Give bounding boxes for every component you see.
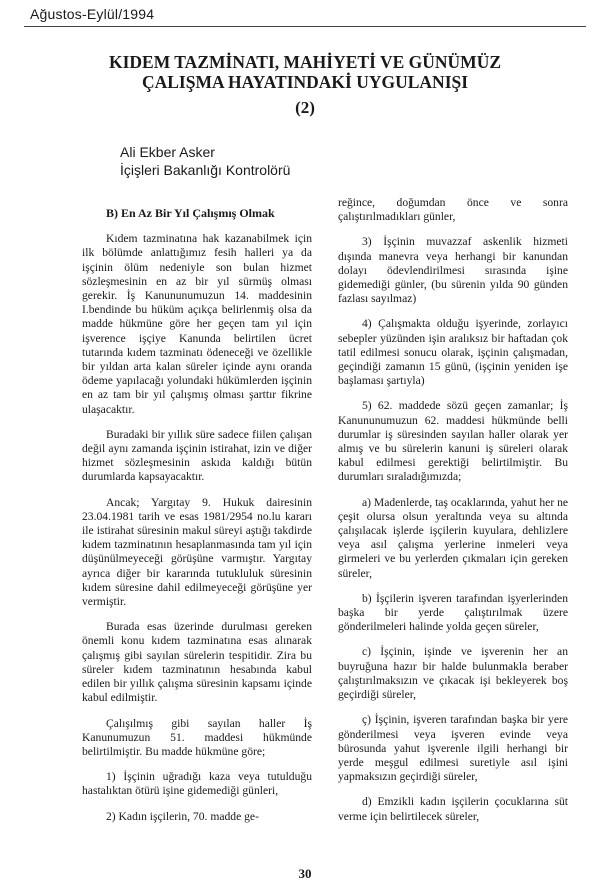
list-item: a) Madenlerde, taş ocaklarında, yahut her ne çeşit olursa olsun yeraltında veya su altında çalışılacak işlerde işçilerin kuyulara, dehlizlere veya asıl çalışma yerlerine inmeleri veya girmeleri ve bu yerlerden çıkmaları için gereken süreler, <box>338 495 569 580</box>
paragraph-continuation: reğince, doğumdan önce ve sonra çalıştırılmadıkları günler, <box>338 196 568 224</box>
running-head: Ağustos-Eylül/1994 <box>30 6 155 22</box>
article-part-number: (2) <box>295 98 315 117</box>
paragraph: Burada esas üzerinde durulması gereken önemli konu kıdem tazminatına esas alınarak çalışmış gibi sayılan sürelerin tespitidir. Zira bu süreler kıdem tazminatının hesabında kabul edilen bir yıllık çalışma süresinin kapsamı içinde kabul edilmiştir. <box>82 620 312 705</box>
list-item: 1) İşçinin uğradığı kaza veya tutulduğu hastalıktan ötürü işine gidemediği günleri, <box>82 770 312 798</box>
paragraph: Ancak; Yargıtay 9. Hukuk dairesinin 23.04.1981 tarih ve esas 1981/2954 no.lu kararı ile istirahat süresinin makul süreyi aştığı takdirde kıdem tazminatının hesaplanmasında tam yıl için düşünülmeyeceği görüşüne varmıştır. Yargıtay ayrıca diğer bir kararında tutukluluk süresinin kıdem süresine dahil edilmeyeceği görüşüne yer vermiştir. <box>82 495 312 609</box>
author-title: İçişleri Bakanlığı Kontrolörü <box>120 162 291 178</box>
list-item: 4) Çalışmakta olduğu işyerinde, zorlayıcı sebepler yüzünden işin aralıksız bir haftadan çok tatil edilmesi sonucu olarak, işçinin çalışmadan, geçindiği zamanın 15 günü, (işçinin yeniden işe başlaması şartıyla) <box>338 317 568 388</box>
author-name: Ali Ekber Asker <box>120 144 215 160</box>
page-number: 30 <box>298 866 312 881</box>
list-item: 2) Kadın işçilerin, 70. madde ge- <box>106 809 259 823</box>
list-item: 3) İşçinin muvazzaf askenlik hizmeti dışında manevra veya herhangi bir kanundan dolayı ödevlendirilmesi sırasında işine gidemediği günler, (bu sürenin yılda 90 günden fazlası sayılmaz) <box>338 235 568 306</box>
section-heading: B) En Az Bir Yıl Çalışmış Olmak <box>106 206 275 220</box>
paragraph: Buradaki bir yıllık süre sadece fiilen çalışan değil aynı zamanda işçinin istirahat, izin ve diğer hizmet sözleşmesinin askıda kaldığı bütün durumlarda kapsayacaktır. <box>82 427 312 484</box>
paragraph: Kıdem tazminatına hak kazanabilmek için ilk bölümde anlattığımız fesih halleri ya da işçinin ölüm nedeniyle son bulan hizmet sözleşmesinin en az bir yıl sürmüş olması gerekir. İş Kanununumuzun 14. maddesinin I.bendinde bu hüküm açıkça belirlenmiş olsa da madde hükmüne göre her geçen tam yıl için işverence işçiye Kanunda belirtilen ücret tutarında kıdem tazminatı ödeneceği ve özellikle bir yıldan arta kalan süreler içinde aynı oranda ödeme yapılacağı yolundaki hükümlerden işçinin en az tam bir yıl çalışmış olması şarttır fikrine ulaşacaktır. <box>82 232 312 416</box>
list-item: b) İşçilerin işveren tarafından işyerlerinden başka bir yerde çalıştırılmak üzere gönderilmeleri halinde yolda geçen süreler, <box>338 591 568 634</box>
left-column <box>82 196 312 835</box>
header-rule <box>24 26 586 27</box>
paragraph: Çalışılmış gibi sayılan haller İş Kanunumuzun 51. maddesi hükmünde belirtilmiştir. Bu madde hükmüne göre; <box>82 716 312 758</box>
list-item: 5) 62. maddede sözü geçen zamanlar; İş Kanununumuzun 62. maddesi hükmünde belli durumlar iş süresinden sayılan haller olarak yer almış ve bu sürelerin kanuni iş süreleri olarak kabul edilmesi gerektiği belirtilmiştir. Bu durumları sıraladığımızda; <box>338 399 568 484</box>
list-item: d) Emzikli kadın işçilerin çocuklarına süt verme için belirtilecek süreler, <box>338 795 568 823</box>
right-column <box>338 196 568 835</box>
article-title-line2: ÇALIŞMA HAYATINDAKİ UYGULANIŞI <box>141 72 469 92</box>
list-item: ç) İşçinin, işveren tarafından başka bir yere gönderilmesi veya işveren evinde veya bürosunda yahut işverenle ilgili herhangi bir yerde meşgul edilmesi suretiyle asıl işini yapmaksızın geçirdiği süreler, <box>338 713 568 784</box>
list-item: c) İşçinin, işinde ve işverenin her an buyruğuna hazır bir halde bulunmakla beraber çalıştırılmaksızın ve çıkacak işi bekleyerek boş geçirdiği süreler, <box>338 645 568 702</box>
article-title-line1: KIDEM TAZMİNATI, MAHİYETİ VE GÜNÜMÜZ <box>109 52 501 72</box>
